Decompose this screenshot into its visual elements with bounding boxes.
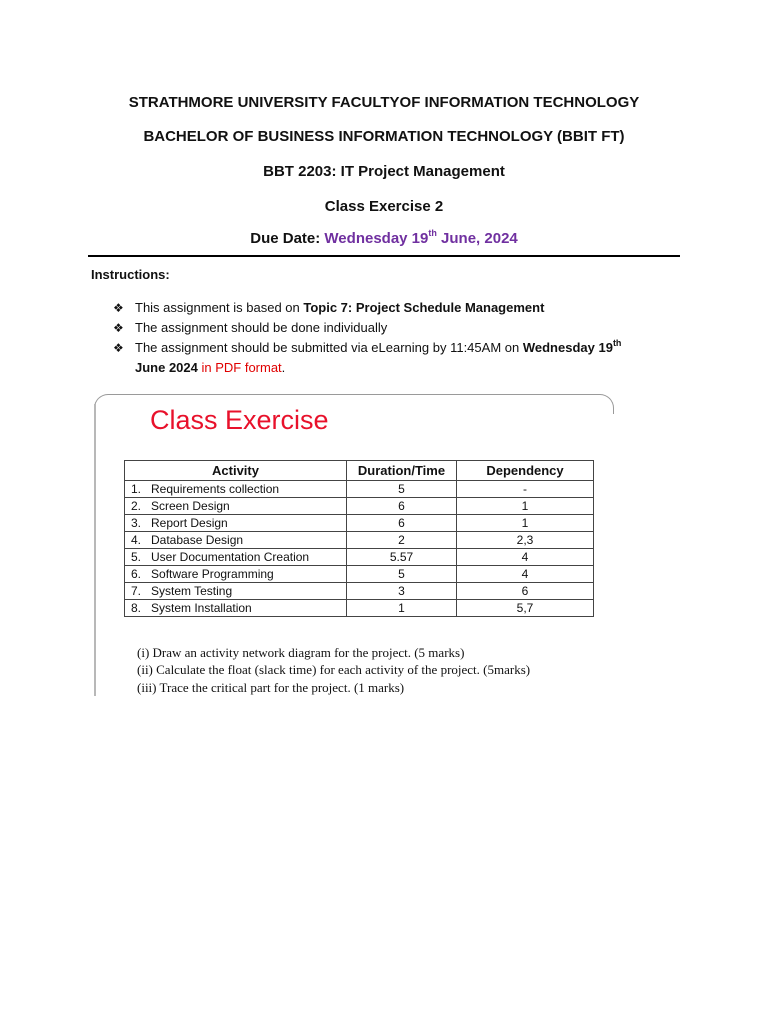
duration-cell: 3 bbox=[347, 583, 457, 600]
dependency-cell: 2,3 bbox=[457, 532, 594, 549]
duration-cell: 5 bbox=[347, 481, 457, 498]
class-exercise-title: Class Exercise bbox=[150, 405, 329, 435]
question-item: (i) Draw an activity network diagram for the project. (5 marks) bbox=[137, 645, 465, 660]
instructions-heading: Instructions: bbox=[91, 267, 170, 282]
table-row bbox=[125, 583, 594, 600]
exercise-heading: Class Exercise 2 bbox=[324, 198, 444, 215]
duration-cell: 2 bbox=[347, 532, 457, 549]
duration-cell: 5 bbox=[347, 566, 457, 583]
dependency-cell: 5,7 bbox=[457, 600, 594, 617]
duration-cell: 6 bbox=[347, 515, 457, 532]
due-date bbox=[0, 230, 768, 247]
due-date-label: Due Date: bbox=[250, 230, 325, 247]
due-date-value: Wednesday 19th June, 2024 bbox=[324, 228, 518, 247]
column-header: Dependency bbox=[457, 461, 594, 481]
table-header-row bbox=[125, 461, 594, 481]
university-faculty-heading: STRATHMORE UNIVERSITY FACULTYOF INFORMATION TECHNOLOGY bbox=[128, 94, 640, 111]
column-header: Duration/Time bbox=[347, 461, 457, 481]
course-heading: BBT 2203: IT Project Management bbox=[263, 163, 505, 180]
activity-cell: 6. Software Programming bbox=[125, 566, 347, 583]
table-row bbox=[125, 549, 594, 566]
diamond-bullet-icon: ❖ bbox=[113, 321, 124, 335]
table-row bbox=[125, 532, 594, 549]
dependency-cell: 6 bbox=[457, 583, 594, 600]
table-row bbox=[125, 498, 594, 515]
duration-cell: 5.57 bbox=[347, 549, 457, 566]
dependency-cell: 4 bbox=[457, 549, 594, 566]
column-header: Activity bbox=[125, 461, 347, 481]
horizontal-divider bbox=[88, 255, 680, 257]
duration-cell: 1 bbox=[347, 600, 457, 617]
dependency-cell: 4 bbox=[457, 566, 594, 583]
degree-heading: BACHELOR OF BUSINESS INFORMATION TECHNOLOGY (BBIT FT) bbox=[143, 128, 625, 145]
dependency-cell: 1 bbox=[457, 515, 594, 532]
question-item: (iii) Trace the critical part for the project. (1 marks) bbox=[137, 680, 405, 695]
instructions-list bbox=[113, 298, 673, 378]
diamond-bullet-icon: ❖ bbox=[113, 301, 124, 315]
activity-cell: 7. System Testing bbox=[125, 583, 347, 600]
question-item: (ii) Calculate the float (slack time) for each activity of the project. (5marks) bbox=[137, 662, 531, 677]
diamond-bullet-icon: ❖ bbox=[113, 341, 124, 355]
instruction-item: ❖ The assignment should be done individually bbox=[113, 318, 673, 338]
duration-cell: 6 bbox=[347, 498, 457, 515]
activity-cell: 4. Database Design bbox=[125, 532, 347, 549]
activity-table bbox=[124, 460, 594, 617]
activity-cell: 5. User Documentation Creation bbox=[125, 549, 347, 566]
activity-cell: 2. Screen Design bbox=[125, 498, 347, 515]
dependency-cell: - bbox=[457, 481, 594, 498]
table-row bbox=[125, 566, 594, 583]
activity-cell: 1. Requirements collection bbox=[125, 481, 347, 498]
dependency-cell: 1 bbox=[457, 498, 594, 515]
instruction-item: ❖ The assignment should be submitted via eLearning by 11:45AM on Wednesday 19th June 2024 in PDF format. bbox=[113, 337, 622, 375]
image-frame-edge bbox=[94, 404, 96, 696]
activity-cell: 8. System Installation bbox=[125, 600, 347, 617]
table-row bbox=[125, 515, 594, 532]
instruction-item: ❖ This assignment is based on Topic 7: Project Schedule Management bbox=[113, 298, 673, 318]
table-row bbox=[125, 481, 594, 498]
table-row bbox=[125, 600, 594, 617]
activity-cell: 3. Report Design bbox=[125, 515, 347, 532]
